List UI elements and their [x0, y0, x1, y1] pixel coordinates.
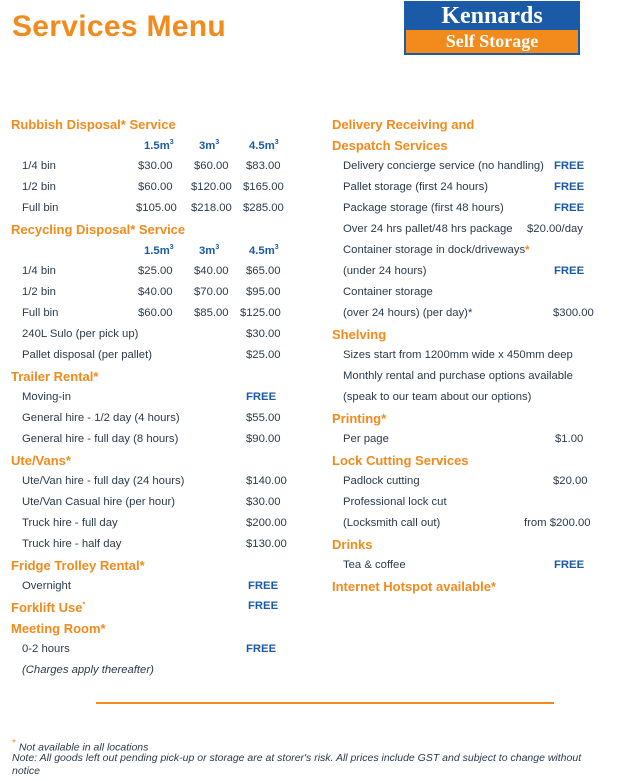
section-internet-hotspot: Internet Hotspot available* — [332, 579, 496, 594]
price-row: Ute/Van Casual hire (per hour) $30.00 — [22, 496, 281, 508]
footnote-terms: Note: All goods left out pending pick-up or storage are at storer's risk. All prices include GST and subject to change without notice — [12, 752, 582, 777]
price-row: Full bin $60.00 $85.00 $125.00 — [22, 307, 281, 319]
section-title: Rubbish Disposal* Service — [11, 117, 176, 132]
section-lock-cutting: Lock Cutting Services — [332, 453, 469, 468]
footer-divider — [96, 702, 554, 704]
section-shelving: Shelving — [332, 327, 387, 342]
price-row: Padlock cutting $20.00 — [343, 475, 588, 487]
price-row: Package storage (first 48 hours) FREE — [343, 202, 585, 214]
info-line: (speak to our team about our options) — [343, 391, 532, 403]
price-row: Ute/Van hire - full day (24 hours) $140.00 — [22, 475, 287, 487]
price-row: Over 24 hrs pallet/48 hrs package $20.00/day — [343, 223, 583, 235]
price-row: 1/2 bin $40.00 $70.00 $95.00 — [22, 286, 281, 298]
size-header: $4.5m^3$ — [249, 139, 279, 152]
price-row: Professional lock cut — [343, 496, 447, 508]
footnote-availability: * Not available in all locations — [12, 738, 149, 754]
right-column — [320, 114, 620, 597]
info-line: Monthly rental and purchase options available — [343, 370, 573, 382]
price-row: Container storage in dock/driveways* — [343, 244, 530, 256]
logo-bottom-text: Self Storage — [406, 30, 578, 53]
price-row: General hire - full day (8 hours) $90.00 — [22, 433, 281, 445]
left-column — [0, 114, 310, 681]
price-row: General hire - 1/2 day (4 hours) $55.00 — [22, 412, 281, 424]
section-forklift-use: Forklift Use* FREE — [11, 600, 279, 615]
size-header-row: $1.5m^3$ $3m^3$ $4.5m^3$ — [144, 244, 279, 257]
price-row: (over 24 hours) (per day)* $300.00 — [343, 307, 594, 319]
size-header: $1.5m^3$ — [144, 139, 174, 152]
price-row: Tea & coffee FREE — [343, 559, 585, 571]
charges-note: (Charges apply thereafter) — [22, 664, 154, 676]
section-meeting-room: Meeting Room* — [11, 621, 106, 636]
price-row: Container storage — [343, 286, 433, 298]
price-row: Moving-in FREE — [22, 391, 277, 403]
section-drinks: Drinks — [332, 537, 373, 552]
price-row: Delivery concierge service (no handling) FREE — [343, 160, 585, 172]
price-row: 1/2 bin $60.00 $120.00 $165.00 — [22, 181, 284, 193]
price-row: (Locksmith call out) from $200.00 — [343, 517, 591, 529]
section-printing: Printing* — [332, 411, 387, 426]
price-row: Pallet disposal (per pallet) $25.00 — [22, 349, 281, 361]
section-rubbish-disposal — [0, 114, 310, 135]
page-title: Services Menu — [12, 10, 227, 43]
kennards-logo — [404, 1, 580, 55]
section-delivery-receiving-line2: Despatch Services — [332, 138, 448, 153]
price-row: 1/4 bin $25.00 $40.00 $65.00 — [22, 265, 281, 277]
price-row: Per page $1.00 — [343, 433, 584, 445]
section-fridge-trolley: Fridge Trolley Rental* — [11, 558, 145, 573]
price-row: Full bin $105.00 $218.00 $285.00 — [22, 202, 284, 214]
price-row: Truck hire - half day $130.00 — [22, 538, 287, 550]
section-trailer-rental: Trailer Rental* — [11, 369, 99, 384]
info-line: Sizes start from 1200mm wide x 450mm deep — [343, 349, 573, 361]
price-row: 0-2 hours FREE — [22, 643, 277, 655]
price-row: (under 24 hours) FREE — [343, 265, 585, 277]
price-row: 1/4 bin $30.00 $60.00 $83.00 — [22, 160, 281, 172]
price-row: Pallet storage (first 24 hours) FREE — [343, 181, 585, 193]
section-recycling-disposal: Recycling Disposal* Service — [11, 222, 186, 237]
price-row: Truck hire - full day $200.00 — [22, 517, 287, 529]
section-delivery-receiving: Delivery Receiving and — [332, 117, 475, 132]
logo-top-text: Kennards — [406, 3, 578, 30]
price-row: Overnight FREE — [22, 580, 279, 592]
size-header: $3m^3$ — [199, 139, 220, 152]
size-header-row — [0, 135, 310, 156]
section-ute-vans: Ute/Vans* — [11, 453, 71, 468]
price-row: 240L Sulo (per pick up) $30.00 — [22, 328, 281, 340]
